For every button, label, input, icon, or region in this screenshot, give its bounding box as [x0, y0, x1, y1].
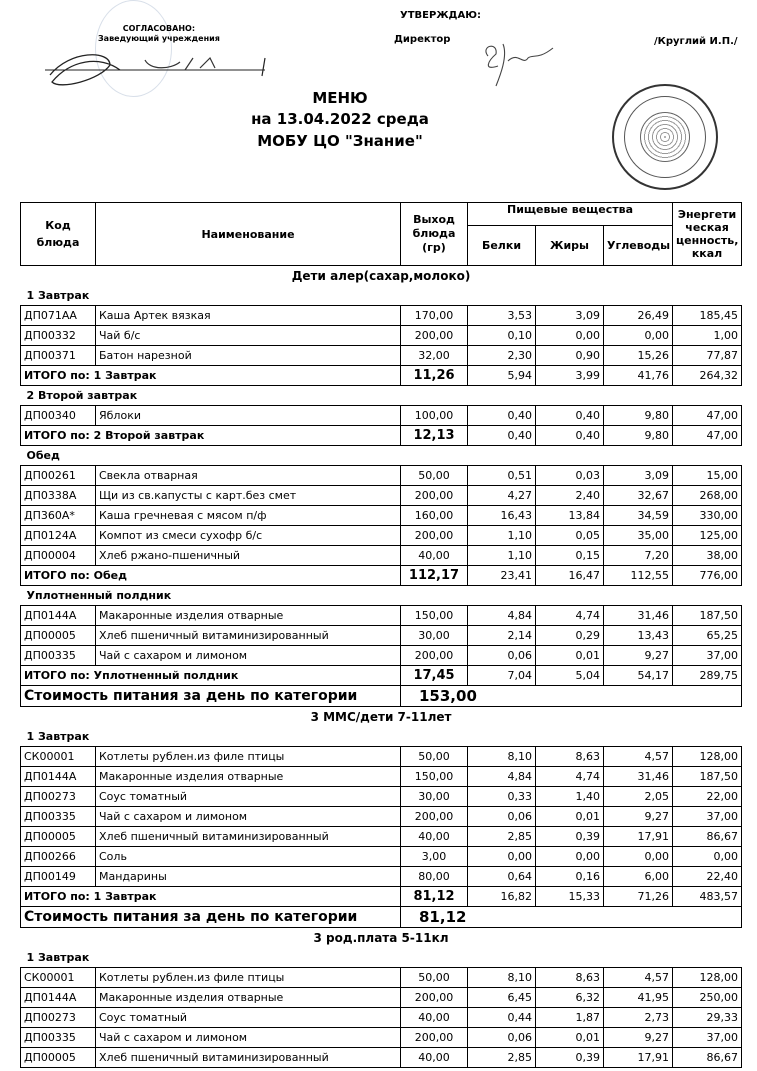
col-header-carbs: Углеводы — [604, 226, 673, 266]
meal-title: Уплотненный полдник — [26, 589, 172, 602]
category-title: 3 ММС/дети 7-11лет — [310, 710, 452, 724]
dish-code: ДП0144А — [21, 606, 96, 626]
total-energy: 776,00 — [673, 566, 742, 586]
category-title: 3 род.плата 5-11кл — [313, 931, 449, 945]
total-label: ИТОГО по: Уплотненный полдник — [21, 666, 401, 686]
daily-cost-row — [21, 907, 742, 928]
dish-fat: 8,63 — [536, 747, 604, 767]
official-seal-icon — [612, 84, 718, 190]
dish-yield: 200,00 — [401, 807, 468, 827]
dish-code: ДП00004 — [21, 546, 96, 566]
dish-fat: 0,16 — [536, 867, 604, 887]
total-carbs: 71,26 — [604, 887, 673, 907]
dish-code: ДП0144А — [21, 988, 96, 1008]
dish-energy: 268,00 — [673, 486, 742, 506]
menu-table — [20, 202, 742, 1068]
total-fat: 15,33 — [536, 887, 604, 907]
dish-fat: 0,03 — [536, 466, 604, 486]
total-protein: 5,94 — [468, 366, 536, 386]
dish-energy: 86,67 — [673, 827, 742, 847]
dish-protein: 3,53 — [468, 306, 536, 326]
dish-yield: 170,00 — [401, 306, 468, 326]
dish-protein: 1,10 — [468, 546, 536, 566]
dish-yield: 100,00 — [401, 406, 468, 426]
dish-name: Чай с сахаром и лимоном — [96, 646, 401, 666]
dish-yield: 200,00 — [401, 1028, 468, 1048]
agreed-label: СОГЛАСОВАНО: — [122, 24, 196, 33]
dish-protein: 0,06 — [468, 646, 536, 666]
dish-code: ДП00149 — [21, 867, 96, 887]
dish-row — [21, 1028, 742, 1048]
dish-fat: 1,40 — [536, 787, 604, 807]
dish-name: Компот из смеси сухофр б/с — [96, 526, 401, 546]
dish-row — [21, 646, 742, 666]
dish-energy: 86,67 — [673, 1048, 742, 1068]
dish-code: ДП0124А — [21, 526, 96, 546]
dish-fat: 0,01 — [536, 1028, 604, 1048]
school-name: МОБУ ЦО "Знание" — [257, 132, 423, 150]
dish-carbs: 0,00 — [604, 326, 673, 346]
total-protein: 23,41 — [468, 566, 536, 586]
dish-row — [21, 506, 742, 526]
dish-name: Макаронные изделия отварные — [96, 606, 401, 626]
dish-carbs: 4,57 — [604, 968, 673, 988]
dish-energy: 187,50 — [673, 767, 742, 787]
dish-code: ДП00273 — [21, 787, 96, 807]
dish-energy: 187,50 — [673, 606, 742, 626]
dish-protein: 8,10 — [468, 747, 536, 767]
dish-name: Хлеб ржано-пшеничный — [96, 546, 401, 566]
dish-fat: 13,84 — [536, 506, 604, 526]
dish-yield: 80,00 — [401, 867, 468, 887]
dish-energy: 1,00 — [673, 326, 742, 346]
dish-carbs: 26,49 — [604, 306, 673, 326]
dish-carbs: 32,67 — [604, 486, 673, 506]
total-fat: 0,40 — [536, 426, 604, 446]
dish-protein: 0,10 — [468, 326, 536, 346]
dish-code: ДП00371 — [21, 346, 96, 366]
col-header-protein: Белки — [468, 226, 536, 266]
dish-yield: 150,00 — [401, 606, 468, 626]
dish-code: ДП00273 — [21, 1008, 96, 1028]
dish-carbs: 15,26 — [604, 346, 673, 366]
dish-protein: 0,33 — [468, 787, 536, 807]
dish-yield: 200,00 — [401, 486, 468, 506]
daily-cost-label: Стоимость питания за день по категории — [21, 686, 401, 707]
dish-yield: 200,00 — [401, 326, 468, 346]
dish-row — [21, 406, 742, 426]
dish-fat: 0,01 — [536, 646, 604, 666]
dish-row — [21, 827, 742, 847]
total-label: ИТОГО по: 1 Завтрак — [21, 887, 401, 907]
col-header-energy: Энергети ческая ценность, ккал — [673, 203, 742, 266]
total-label: ИТОГО по: 1 Завтрак — [21, 366, 401, 386]
dish-protein: 0,44 — [468, 1008, 536, 1028]
dish-yield: 160,00 — [401, 506, 468, 526]
dish-yield: 30,00 — [401, 626, 468, 646]
total-yield: 12,13 — [401, 426, 468, 446]
dish-code: ДП00005 — [21, 626, 96, 646]
dish-carbs: 9,27 — [604, 1028, 673, 1048]
dish-code: ДП00340 — [21, 406, 96, 426]
col-header-code: Код блюда — [21, 203, 96, 266]
dish-fat: 0,01 — [536, 807, 604, 827]
dish-fat: 0,39 — [536, 1048, 604, 1068]
dish-code: ДП00335 — [21, 807, 96, 827]
dish-carbs: 7,20 — [604, 546, 673, 566]
dish-carbs: 31,46 — [604, 606, 673, 626]
dish-fat: 0,05 — [536, 526, 604, 546]
meal-total-row — [21, 366, 742, 386]
dish-protein: 6,45 — [468, 988, 536, 1008]
dish-protein: 2,85 — [468, 1048, 536, 1068]
meal-title: 1 Завтрак — [26, 951, 90, 964]
dish-carbs: 2,73 — [604, 1008, 673, 1028]
dish-fat: 0,15 — [536, 546, 604, 566]
dish-carbs: 17,91 — [604, 1048, 673, 1068]
dish-carbs: 31,46 — [604, 767, 673, 787]
daily-cost-row — [21, 686, 742, 707]
dish-yield: 40,00 — [401, 1008, 468, 1028]
dish-energy: 250,00 — [673, 988, 742, 1008]
dish-carbs: 2,05 — [604, 787, 673, 807]
dish-carbs: 9,27 — [604, 646, 673, 666]
dish-protein: 8,10 — [468, 968, 536, 988]
dish-carbs: 34,59 — [604, 506, 673, 526]
dish-protein: 2,85 — [468, 827, 536, 847]
dish-protein: 0,64 — [468, 867, 536, 887]
dish-row — [21, 346, 742, 366]
dish-code: ДП00335 — [21, 1028, 96, 1048]
dish-protein: 4,84 — [468, 767, 536, 787]
daily-cost-value: 81,12 — [401, 907, 742, 928]
dish-energy: 128,00 — [673, 968, 742, 988]
col-header-yield: Выход блюда (гр) — [401, 203, 468, 266]
total-yield: 112,17 — [401, 566, 468, 586]
col-header-name: Наименование — [96, 203, 401, 266]
dish-name: Чай б/с — [96, 326, 401, 346]
dish-name: Яблоки — [96, 406, 401, 426]
dish-name: Соль — [96, 847, 401, 867]
meal-row — [21, 586, 742, 606]
dish-energy: 29,33 — [673, 1008, 742, 1028]
dish-fat: 0,00 — [536, 326, 604, 346]
dish-fat: 1,87 — [536, 1008, 604, 1028]
total-fat: 5,04 — [536, 666, 604, 686]
dish-code: ДП0144А — [21, 767, 96, 787]
dish-protein: 0,00 — [468, 847, 536, 867]
dish-name: Котлеты рублен.из филе птицы — [96, 747, 401, 767]
col-header-nutrients: Пищевые вещества — [468, 203, 673, 226]
total-carbs: 9,80 — [604, 426, 673, 446]
meal-total-row — [21, 426, 742, 446]
total-energy: 289,75 — [673, 666, 742, 686]
dish-row — [21, 988, 742, 1008]
dish-code: ДП00005 — [21, 827, 96, 847]
dish-fat: 0,00 — [536, 847, 604, 867]
dish-energy: 37,00 — [673, 1028, 742, 1048]
category-row — [21, 707, 742, 728]
dish-carbs: 4,57 — [604, 747, 673, 767]
dish-code: ДП00332 — [21, 326, 96, 346]
dish-carbs: 13,43 — [604, 626, 673, 646]
total-label: ИТОГО по: Обед — [21, 566, 401, 586]
dish-energy: 37,00 — [673, 646, 742, 666]
meal-total-row — [21, 887, 742, 907]
dish-carbs: 9,27 — [604, 807, 673, 827]
dish-code: ДП00335 — [21, 646, 96, 666]
dish-protein: 1,10 — [468, 526, 536, 546]
dish-row — [21, 326, 742, 346]
dish-carbs: 0,00 — [604, 847, 673, 867]
director-name: /Круглий И.П./ — [654, 36, 738, 47]
dish-fat: 8,63 — [536, 968, 604, 988]
dish-fat: 3,09 — [536, 306, 604, 326]
dish-row — [21, 1008, 742, 1028]
dish-row — [21, 807, 742, 827]
dish-yield: 40,00 — [401, 546, 468, 566]
dish-fat: 0,39 — [536, 827, 604, 847]
dish-carbs: 3,09 — [604, 466, 673, 486]
meal-title: 1 Завтрак — [26, 730, 90, 743]
dish-fat: 4,74 — [536, 767, 604, 787]
dish-code: ДП00266 — [21, 847, 96, 867]
dish-row — [21, 546, 742, 566]
total-carbs: 112,55 — [604, 566, 673, 586]
dish-protein: 0,51 — [468, 466, 536, 486]
dish-yield: 40,00 — [401, 827, 468, 847]
total-energy: 47,00 — [673, 426, 742, 446]
dish-energy: 47,00 — [673, 406, 742, 426]
total-carbs: 41,76 — [604, 366, 673, 386]
dish-name: Чай с сахаром и лимоном — [96, 807, 401, 827]
dish-row — [21, 847, 742, 867]
dish-fat: 2,40 — [536, 486, 604, 506]
meal-row — [21, 286, 742, 306]
dish-energy: 125,00 — [673, 526, 742, 546]
dish-yield: 50,00 — [401, 747, 468, 767]
dish-energy: 38,00 — [673, 546, 742, 566]
dish-name: Мандарины — [96, 867, 401, 887]
dish-row — [21, 526, 742, 546]
dish-code: ДП360А* — [21, 506, 96, 526]
menu-date: на 13.04.2022 среда — [251, 110, 429, 128]
dish-energy: 22,00 — [673, 787, 742, 807]
dish-row — [21, 606, 742, 626]
dish-protein: 4,27 — [468, 486, 536, 506]
daily-cost-label: Стоимость питания за день по категории — [21, 907, 401, 928]
approve-label: УТВЕРЖДАЮ: — [400, 10, 481, 21]
dish-energy: 22,40 — [673, 867, 742, 887]
dish-name: Соус томатный — [96, 787, 401, 807]
dish-protein: 2,30 — [468, 346, 536, 366]
dish-carbs: 17,91 — [604, 827, 673, 847]
dish-yield: 200,00 — [401, 988, 468, 1008]
dish-yield: 200,00 — [401, 646, 468, 666]
dish-protein: 4,84 — [468, 606, 536, 626]
total-yield: 81,12 — [401, 887, 468, 907]
dish-row — [21, 626, 742, 646]
dish-protein: 0,40 — [468, 406, 536, 426]
dish-name: Соус томатный — [96, 1008, 401, 1028]
dish-name: Котлеты рублен.из филе птицы — [96, 968, 401, 988]
dish-code: СК00001 — [21, 968, 96, 988]
agreed-position: Заведующий учреждения — [98, 34, 220, 43]
total-energy: 483,57 — [673, 887, 742, 907]
dish-code: ДП00005 — [21, 1048, 96, 1068]
dish-name: Макаронные изделия отварные — [96, 767, 401, 787]
total-carbs: 54,17 — [604, 666, 673, 686]
meal-total-row — [21, 566, 742, 586]
meal-title: 1 Завтрак — [26, 289, 90, 302]
dish-yield: 200,00 — [401, 526, 468, 546]
meal-title: Обед — [26, 449, 60, 462]
dish-name: Чай с сахаром и лимоном — [96, 1028, 401, 1048]
dish-yield: 50,00 — [401, 968, 468, 988]
dish-fat: 0,29 — [536, 626, 604, 646]
dish-protein: 0,06 — [468, 1028, 536, 1048]
dish-code: ДП00261 — [21, 466, 96, 486]
dish-protein: 2,14 — [468, 626, 536, 646]
dish-row — [21, 747, 742, 767]
dish-name: Макаронные изделия отварные — [96, 988, 401, 1008]
dish-name: Щи из св.капусты с карт.без смет — [96, 486, 401, 506]
dish-name: Хлеб пшеничный витаминизированный — [96, 827, 401, 847]
total-fat: 16,47 — [536, 566, 604, 586]
total-label: ИТОГО по: 2 Второй завтрак — [21, 426, 401, 446]
page-title: МЕНЮ — [312, 89, 368, 107]
dish-energy: 185,45 — [673, 306, 742, 326]
dish-row — [21, 306, 742, 326]
category-row — [21, 266, 742, 287]
dish-carbs: 6,00 — [604, 867, 673, 887]
dish-energy: 0,00 — [673, 847, 742, 867]
col-header-fat: Жиры — [536, 226, 604, 266]
manager-signature-icon — [40, 40, 280, 95]
total-protein: 16,82 — [468, 887, 536, 907]
category-title: Дети алер(сахар,молоко) — [291, 269, 471, 283]
dish-row — [21, 968, 742, 988]
meal-row — [21, 386, 742, 406]
dish-code: ДП071АА — [21, 306, 96, 326]
dish-row — [21, 787, 742, 807]
dish-fat: 4,74 — [536, 606, 604, 626]
dish-carbs: 41,95 — [604, 988, 673, 1008]
dish-carbs: 9,80 — [604, 406, 673, 426]
total-yield: 17,45 — [401, 666, 468, 686]
dish-row — [21, 1048, 742, 1068]
dish-name: Свекла отварная — [96, 466, 401, 486]
dish-code: ДП0338А — [21, 486, 96, 506]
dish-energy: 37,00 — [673, 807, 742, 827]
meal-title: 2 Второй завтрак — [26, 389, 138, 402]
dish-fat: 0,90 — [536, 346, 604, 366]
dish-name: Каша Артек вязкая — [96, 306, 401, 326]
dish-row — [21, 466, 742, 486]
dish-fat: 6,32 — [536, 988, 604, 1008]
dish-yield: 3,00 — [401, 847, 468, 867]
total-protein: 0,40 — [468, 426, 536, 446]
dish-yield: 50,00 — [401, 466, 468, 486]
dish-name: Хлеб пшеничный витаминизированный — [96, 626, 401, 646]
dish-protein: 16,43 — [468, 506, 536, 526]
meal-row — [21, 446, 742, 466]
dish-yield: 30,00 — [401, 787, 468, 807]
dish-row — [21, 867, 742, 887]
dish-name: Хлеб пшеничный витаминизированный — [96, 1048, 401, 1068]
dish-energy: 15,00 — [673, 466, 742, 486]
dish-energy: 330,00 — [673, 506, 742, 526]
total-protein: 7,04 — [468, 666, 536, 686]
dish-yield: 32,00 — [401, 346, 468, 366]
total-yield: 11,26 — [401, 366, 468, 386]
total-fat: 3,99 — [536, 366, 604, 386]
dish-yield: 40,00 — [401, 1048, 468, 1068]
dish-fat: 0,40 — [536, 406, 604, 426]
dish-yield: 150,00 — [401, 767, 468, 787]
dish-name: Батон нарезной — [96, 346, 401, 366]
dish-energy: 65,25 — [673, 626, 742, 646]
dish-energy: 128,00 — [673, 747, 742, 767]
dish-row — [21, 486, 742, 506]
dish-code: СК00001 — [21, 747, 96, 767]
director-label: Директор — [394, 34, 451, 45]
dish-name: Каша гречневая с мясом п/ф — [96, 506, 401, 526]
meal-row — [21, 727, 742, 747]
dish-energy: 77,87 — [673, 346, 742, 366]
total-energy: 264,32 — [673, 366, 742, 386]
dish-carbs: 35,00 — [604, 526, 673, 546]
dish-protein: 0,06 — [468, 807, 536, 827]
meal-row — [21, 948, 742, 968]
daily-cost-value: 153,00 — [401, 686, 742, 707]
meal-total-row — [21, 666, 742, 686]
category-row — [21, 928, 742, 949]
dish-row — [21, 767, 742, 787]
director-signature-icon — [478, 36, 558, 91]
